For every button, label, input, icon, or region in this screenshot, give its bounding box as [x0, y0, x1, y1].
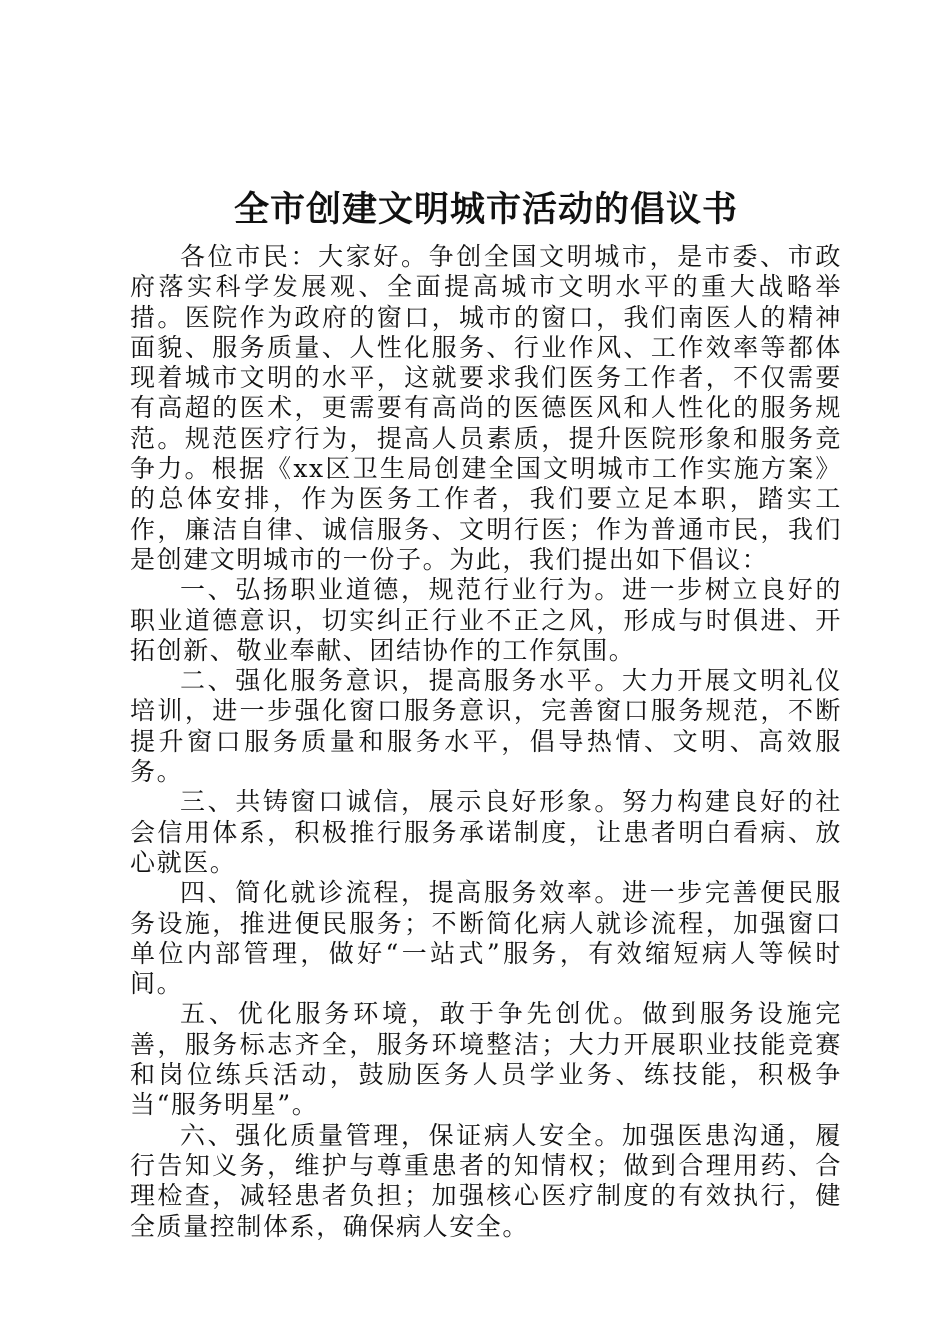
paragraph-item-1: 一、弘扬职业道德，规范行业行为。进一步树立良好的职业道德意识，切实纠正行业不正之风，形成与时俱进、开拓创新、敬业奉献、团结协作的工作氛围。: [130, 575, 842, 665]
paragraph-item-5: 五、优化服务环境，敢于争先创优。做到服务设施完善，服务标志齐全，服务环境整洁；大力开展职业技能竞赛和岗位练兵活动，鼓励医务人员学业务、练技能，积极争当“服务明星”。: [130, 999, 842, 1120]
paragraph-item-2: 二、强化服务意识，提高服务水平。大力开展文明礼仪培训，进一步强化窗口服务意识，完善窗口服务规范，不断提升窗口服务质量和服务水平，倡导热情、文明、高效服务。: [130, 666, 842, 787]
paragraph-item-6: 六、强化质量管理，保证病人安全。加强医患沟通，履行告知义务，维护与尊重患者的知情权；做到合理用药、合理检查，减轻患者负担；加强核心医疗制度的有效执行，健全质量控制体系，确保病人安全。: [130, 1120, 842, 1241]
paragraph-item-3: 三、共铸窗口诚信，展示良好形象。努力构建良好的社会信用体系，积极推行服务承诺制度，让患者明白看病、放心就医。: [130, 787, 842, 877]
paragraph-intro: 各位市民：大家好。争创全国文明城市，是市委、市政府落实科学发展观、全面提高城市文明水平的重大战略举措。医院作为政府的窗口，城市的窗口，我们南医人的精神面貌、服务质量、人性化服务、行业作风、工作效率等都体现着城市文明的水平，这就要求我们医务工作者，不仅需要有高超的医术，更需要有高尚的医德医风和人性化的服务规范。规范医疗行为，提高人员素质，提升医院形象和服务竞争力。根据《xx区卫生局创建全国文明城市工作实施方案》的总体安排，作为医务工作者，我们要立足本职，踏实工作，廉洁自律、诚信服务、文明行医；作为普通市民，我们是创建文明城市的一份子。为此，我们提出如下倡议：: [130, 242, 842, 574]
paragraph-item-4: 四、简化就诊流程，提高服务效率。进一步完善便民服务设施，推进便民服务；不断简化病人就诊流程，加强窗口单位内部管理，做好“一站式”服务，有效缩短病人等候时间。: [130, 878, 842, 999]
document-page: [130, 186, 842, 1242]
document-title: 全市创建文明城市活动的倡议书: [233, 189, 738, 230]
